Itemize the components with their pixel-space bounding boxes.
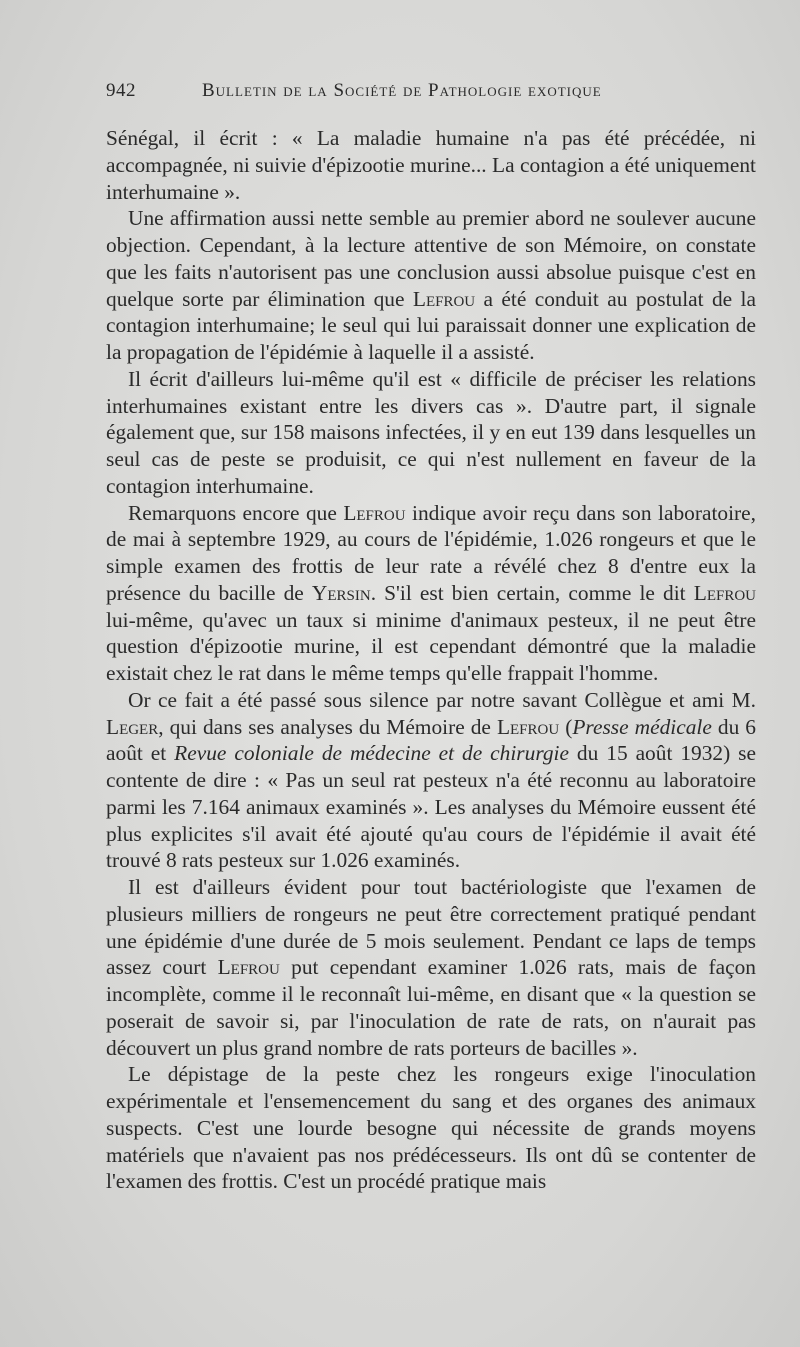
paragraph <box>106 874 756 1061</box>
text-run: Or ce fait a été passé sous silence par notre savant Collègue et ami M. <box>128 687 756 712</box>
text-run: Le dépistage de la peste chez les rongeurs exige l'inoculation expérimentale et l'ensemencement du sang et des organes des animaux suspects. C'est une lourde besogne qui nécessite de grands moyens matériels que n'avaient pas nos prédécesseurs. Ils ont dû se contenter de l'examen des frottis. C'est un procédé pratique mais <box>106 1062 756 1194</box>
journal-title: Presse médicale <box>572 714 712 739</box>
paragraph <box>106 500 756 687</box>
text-run: du 6 août et <box>106 714 756 766</box>
author-name: Lefrou <box>496 714 560 739</box>
paragraph <box>106 205 756 366</box>
text-run: put cependant examiner 1.026 rats, mais de façon incomplète, comme il le reconnaît lui-même, en disant que « la question se poserait de savoir si, par l'inoculation de rate de rats, on n'aurait pas découvert un plus grand nombre de rats porteurs de bacilles ». <box>106 955 756 1060</box>
text-run: Une affirmation aussi nette semble au premier abord ne soulever aucune objection. Cependant, à la lecture attentive de son Mémoire, on constate que les faits n'autorisent pas une conclusion aussi absolue puisque c'est en quelque sorte par élimination que <box>106 206 756 311</box>
text-run: du 15 août 1932) se contente de dire : « Pas un seul rat pesteux n'a été reconnu au laboratoire parmi les 7.164 animaux examinés ». Les analyses du Mémoire eussent été plus explicites s'il avait été ajouté qu'au cours de l'épidémie il avait été trouvé 8 rats pesteux sur 1.026 examinés. <box>106 741 756 873</box>
paragraph <box>106 1061 756 1195</box>
page-number: 942 <box>106 80 136 101</box>
author-name: Yersin <box>311 580 371 605</box>
author-name: Lefrou <box>412 286 476 311</box>
text-run: a été conduit au postulat de la contagion interhumaine; le seul qui lui paraissait donner une explication de la propagation de l'épidémie à laquelle il a assisté. <box>106 286 756 364</box>
author-name: Lefrou <box>693 580 756 605</box>
text-run: indique avoir reçu dans son laboratoire, de mai à septembre 1929, au cours de l'épidémie, 1.026 rongeurs et que le simple examen des frottis de leur rate a révélé chez 8 d'entre eux la présence du bacille de <box>106 500 756 605</box>
body-text <box>106 125 756 1195</box>
text-run: , qui dans ses analyses du Mémoire de <box>158 714 497 739</box>
paragraph <box>106 687 756 874</box>
text-run: Il est d'ailleurs évident pour tout bactériologiste que l'examen de plusieurs milliers de rongeurs ne peut être correctement pratiqué pendant une épidémie d'une durée de 5 mois seulement. Pendant ce laps de temps assez court <box>106 875 756 980</box>
text-run: ( <box>559 714 573 739</box>
running-title: Bulletin de la Société de Pathologie exotique <box>202 80 602 101</box>
text-run: lui-même, qu'avec un taux si minime d'animaux pesteux, il ne peut être question d'épizootie murine, il est cependant démontré que la maladie existait chez le rat dans le même temps qu'elle frappait l'homme. <box>106 607 756 685</box>
author-name: Lefrou <box>343 500 406 525</box>
text-run: Remarquons encore que <box>128 500 344 525</box>
paragraph <box>106 366 756 500</box>
paragraph <box>106 125 756 205</box>
text-run: Il écrit d'ailleurs lui-même qu'il est « difficile de préciser les relations interhumaines existant entre les divers cas ». D'autre part, il signale également que, sur 158 maisons infectées, il y en eut 139 dans lesquelles un seul cas de peste se produisit, ce qui n'est nullement en faveur de la contagion interhumaine. <box>106 366 756 498</box>
text-run: . S'il est bien certain, comme le dit <box>370 580 694 605</box>
author-name: Leger <box>106 714 159 739</box>
author-name: Lefrou <box>217 955 280 980</box>
text-run: Sénégal, il écrit : « La maladie humaine n'a pas été précédée, ni accompagnée, ni suivie d'épizootie murine... La contagion a été uniquement interhumaine ». <box>106 126 756 204</box>
journal-title: Revue coloniale de médecine et de chirurgie <box>174 741 569 766</box>
